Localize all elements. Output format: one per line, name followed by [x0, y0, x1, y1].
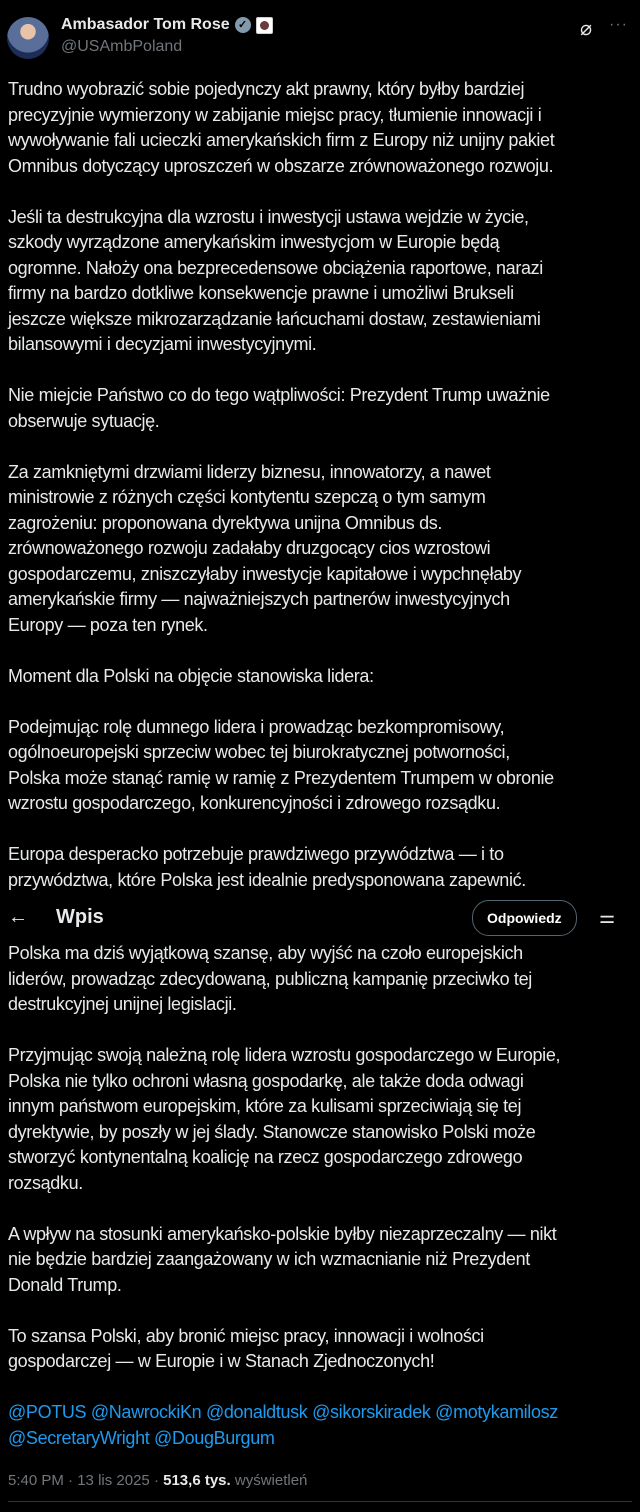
paragraph	[8, 77, 632, 179]
text-line: Za zamkniętymi drzwiami liderzy biznesu, innowatorzy, a nawet	[8, 461, 491, 482]
top-bar	[0, 897, 640, 937]
text-line: bilansowymi i decyzjami inwestycyjnymi.	[8, 334, 317, 354]
text-line: A wpływ na stosunki amerykańsko-polskie byłby niezaprzeczalny — nikt	[8, 1223, 557, 1244]
text-line: liderów, prowadząc zdecydowaną, publiczną kampanię przeciwko tej	[8, 968, 532, 989]
tweet-header	[0, 0, 640, 70]
text-line: ministrowie z różnych części kontytentu szepczą o tym samym	[8, 487, 486, 507]
text-line: innym państwom europejskim, które za kulisami sprzeciwiają się tej	[8, 1096, 522, 1116]
tweet-meta: 5:40 PM · 13 lis 2025 · 513,6 tys. wyświetleń	[8, 1471, 308, 1489]
text-line: Nie miejcie Państwo co do tego wątpliwości: Prezydent Trump uważnie	[8, 385, 550, 405]
divider	[8, 1501, 632, 1502]
page-title: Wpis	[56, 906, 104, 928]
embassy-seal-icon[interactable]	[256, 17, 273, 34]
text-line: Europa desperacko potrzebuje prawdziwego przywództwa — i to	[8, 844, 504, 864]
text-line: jeszcze większe mikrozarządzanie łańcuchami dostaw, zestawieniami	[8, 308, 541, 329]
text-line: Polska może stanąć ramię w ramię z Prezydentem Trumpem w obronie	[8, 767, 554, 788]
text-line: szkody wyrządzone amerykańskim inwestycjom w Europie będą	[8, 232, 500, 252]
sliders-icon[interactable]: ⚌	[599, 907, 616, 927]
text-line: rozsądku.	[8, 1172, 83, 1193]
text-line: nie będzie bardziej zaangażowany w ich wzmacnianie niż Prezydent	[8, 1249, 530, 1269]
mention-link[interactable]: @donaldtusk	[205, 1402, 308, 1422]
text-line: destrukcyjnej unijnej legislacji.	[8, 994, 237, 1014]
reply-button[interactable]: Odpowiedz	[472, 900, 577, 936]
verified-badge-icon[interactable]: ✓	[235, 17, 251, 33]
back-arrow-icon[interactable]: ←	[8, 906, 28, 928]
tweet-date[interactable]: 13 lis 2025	[77, 1471, 150, 1489]
text-line: zagrożeniu: proponowana dyrektywa unijna Omnibus ds.	[8, 512, 443, 533]
text-line: Omnibus dotyczący uproszczeń w obszarze zrównoważonego rozwoju.	[8, 155, 554, 176]
text-line: ogólnoeuropejski sprzeciw wobec tej biurokratycznej potworności,	[8, 742, 510, 762]
grok-icon[interactable]: ⌀	[580, 18, 593, 40]
text-line: Donald Trump.	[8, 1274, 122, 1295]
paragraph	[8, 1324, 632, 1375]
paragraph	[8, 1043, 632, 1196]
mention-link[interactable]: @sikorskiradek	[312, 1402, 431, 1422]
text-line: Europy — poza ten rynek.	[8, 614, 208, 635]
paragraph	[8, 842, 632, 1018]
text-line: To szansa Polski, aby bronić miejsc pracy, innowacji i wolności	[8, 1325, 484, 1346]
paragraph	[8, 205, 632, 358]
text-line: Podejmując rolę dumnego lidera i prowadząc bezkompromisowy,	[8, 716, 505, 737]
mention-link[interactable]: @POTUS	[8, 1402, 87, 1422]
text-line: Jeśli ta destrukcyjna dla wzrostu i inwestycji ustawa wejdzie w życie,	[8, 206, 529, 227]
text-line: gospodarczej — w Europie i w Stanach Zjednoczonych!	[8, 1351, 435, 1371]
text-line: Przyjmując swoją należną rolę lidera wzrostu gospodarczego w Europie,	[8, 1045, 561, 1065]
avatar[interactable]	[7, 17, 49, 59]
mention-link[interactable]: @DougBurgum	[154, 1427, 275, 1448]
text-line: dyrektywie, by poszły w jej ślady. Stanowcze stanowisko Polski może	[8, 1121, 536, 1142]
paragraph	[8, 715, 632, 817]
mention-link[interactable]: @SecretaryWright	[8, 1427, 150, 1448]
mention-link[interactable]: @motykamilosz	[435, 1402, 558, 1422]
paragraph	[8, 1222, 632, 1299]
text-line: wywoływanie fali ucieczki amerykańskich firm z Europy niż unijny pakiet	[8, 130, 555, 150]
text-line: precyzyjnie wymierzony w zabijanie miejsc pracy, tłumienie innowacji i	[8, 104, 542, 125]
tweet-text	[8, 77, 632, 1451]
text-line: obserwuje sytuację.	[8, 410, 160, 431]
text-line: Moment dla Polski na objęcie stanowiska lidera:	[8, 665, 374, 686]
text-line: Polska nie tylko ochroni własną gospodarkę, ale także doda odwagi	[8, 1070, 524, 1091]
text-line: Polska ma dziś wyjątkową szansę, aby wyjść na czoło europejskich	[8, 943, 523, 963]
more-options-icon[interactable]: ···	[609, 16, 628, 33]
text-line: przywództwa, które Polska jest idealnie predysponowana zapewnić.	[8, 869, 526, 890]
text-line: Trudno wyobrazić sobie pojedynczy akt prawny, który byłby bardziej	[8, 79, 525, 99]
text-line: stworzyć kontynentalną koalicję na rzecz gospodarczego zdrowego	[8, 1147, 523, 1167]
text-line: wzrostu gospodarczego, konkurencyjności i zdrowego rozsądku.	[8, 793, 501, 813]
text-line: zrównoważonego rozwoju zadałaby druzgocący cios wzrostowi	[8, 538, 491, 558]
paragraph	[8, 460, 632, 639]
text-line: gospodarczemu, zniszczyłaby inwestycje kapitałowe i wypchnęłaby	[8, 563, 522, 584]
paragraph	[8, 664, 632, 690]
text-line: amerykańskie firmy — najważniejszych partnerów inwestycyjnych	[8, 589, 510, 609]
mention-line	[8, 1400, 632, 1426]
author-handle[interactable]: @USAmbPoland	[61, 38, 183, 55]
views-count: 513,6 tys.	[163, 1471, 231, 1489]
mentions	[8, 1400, 632, 1451]
mention-line	[8, 1426, 632, 1452]
mention-link[interactable]: @NawrockiKn	[90, 1402, 202, 1422]
author-name[interactable]: Ambasador Tom Rose	[61, 16, 230, 33]
text-line: firmy na bardzo dotkliwe konsekwencje prawne i umożliwi Brukseli	[8, 283, 514, 303]
text-line: ogromne. Nałoży ona bezprecedensowe obciążenia raportowe, narazi	[8, 257, 543, 278]
views-label: wyświetleń	[234, 1471, 308, 1489]
paragraph	[8, 383, 632, 434]
tweet-time[interactable]: 5:40 PM	[8, 1471, 64, 1489]
